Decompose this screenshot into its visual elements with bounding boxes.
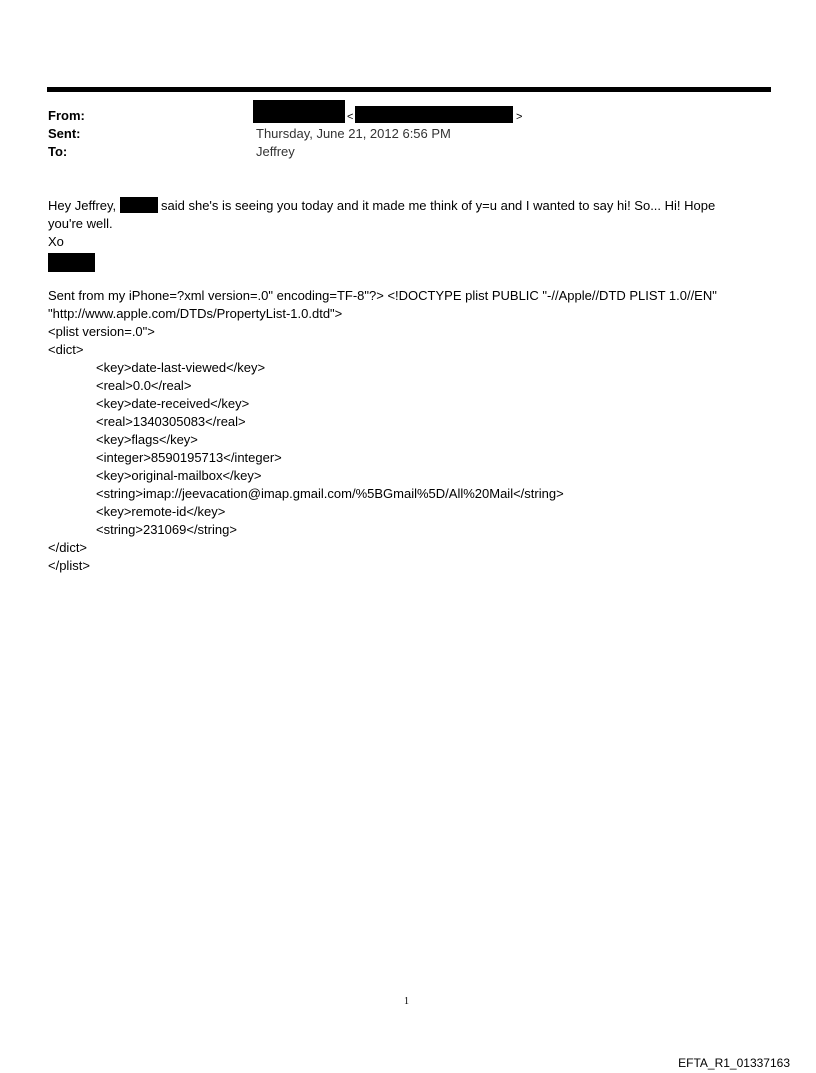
dtd-url-line: "http://www.apple.com/DTDs/PropertyList-1.0.dtd"> [48,306,343,321]
sent-label: Sent: [48,126,81,141]
to-value: Jeffrey [256,144,295,159]
plist-close: </plist> [48,558,90,573]
greeting-suffix: said she's is seeing you today and it made me think of y=u and I wanted to say hi! So... Hi! Hope [161,198,716,213]
document-id: EFTA_R1_01337163 [678,1056,790,1070]
from-close-bracket: > [516,111,523,123]
dict-line: <key>original-mailbox</key> [96,468,262,483]
dict-line: <real>1340305083</real> [96,414,246,429]
from-open-bracket: < [347,111,354,123]
dict-line: <string>231069</string> [96,522,237,537]
dict-open: <dict> [48,342,84,357]
greeting-prefix: Hey Jeffrey, [48,198,117,213]
dict-line: <key>flags</key> [96,432,198,447]
sent-value: Thursday, June 21, 2012 6:56 PM [256,126,451,141]
to-label: To: [48,144,68,159]
from-label: From: [48,108,85,123]
dict-line: <integer>8590195713</integer> [96,450,282,465]
plist-open: <plist version=.0"> [48,324,155,339]
page-number: 1 [404,996,409,1007]
redacted-signature [48,253,95,272]
redacted-sender-email [355,106,513,123]
sent-from-line: Sent from my iPhone=?xml version=.0" encoding=TF-8"?> <!DOCTYPE plist PUBLIC "-//Apple//DTD PLIST 1.0//EN" [48,288,717,303]
signoff: Xo [48,234,64,249]
dict-line: <real>0.0</real> [96,378,192,393]
redacted-sender-name [253,100,345,123]
dict-line: <key>date-last-viewed</key> [96,360,266,375]
redacted-name-inline [120,197,158,213]
greeting-line-2: you're well. [48,216,113,231]
dict-line: <key>remote-id</key> [96,504,226,519]
dict-line: <string>imap://jeevacation@imap.gmail.com/%5BGmail%5D/All%20Mail</string> [96,486,564,501]
dict-close: </dict> [48,540,88,555]
dict-line: <key>date-received</key> [96,396,250,411]
header-rule [47,87,771,92]
